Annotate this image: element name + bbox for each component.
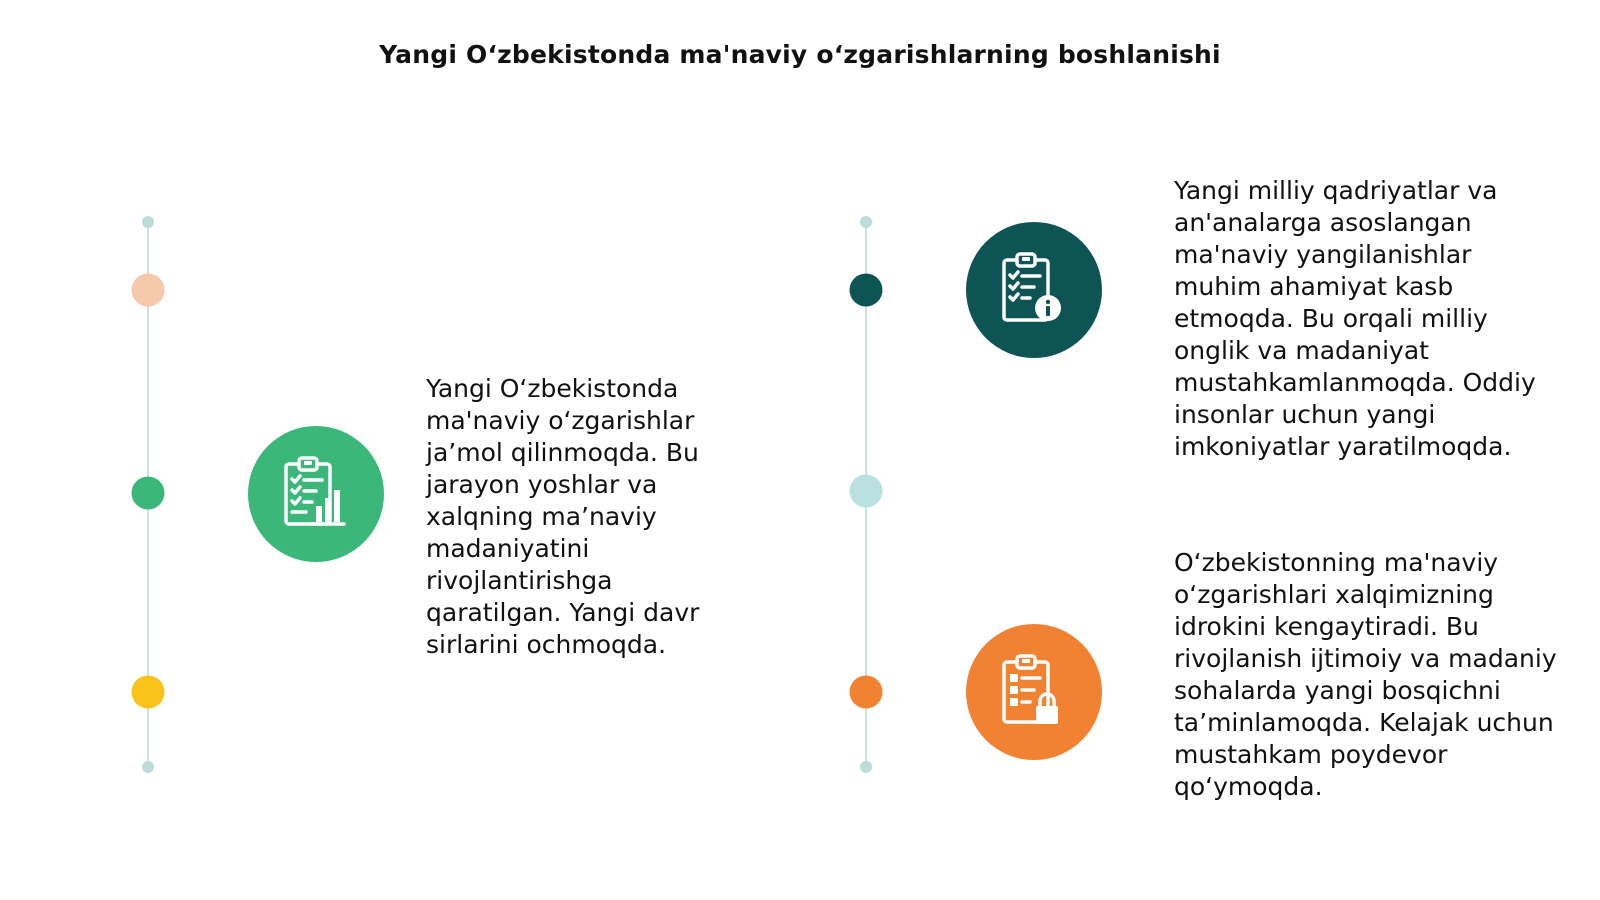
timeline-marker-green xyxy=(132,477,165,510)
timeline-marker-yellow xyxy=(132,676,165,709)
timeline-start-dot xyxy=(142,216,154,228)
timeline-marker-dark-teal xyxy=(850,274,883,307)
item-text-1: Yangi O‘zbekistonda ma'naviy o‘zgarishlar ja’mol qilinmoqda. Bu jarayon yoshlar va xalqning ma’naviy madaniyatini rivojlantirishga qaratilgan. Yangi davr sirlarini ochmoqda. xyxy=(426,374,700,659)
timeline-end-dot xyxy=(860,761,872,773)
timeline-end-dot xyxy=(142,761,154,773)
timeline-start-dot xyxy=(860,216,872,228)
timeline-marker-light-teal xyxy=(850,475,883,508)
clipboard-lock-icon xyxy=(994,652,1074,732)
clipboard-chart-icon xyxy=(276,454,356,534)
clipboard-info-icon xyxy=(994,250,1074,330)
timeline-right xyxy=(846,0,886,900)
page-title: Yangi O‘zbekistonda ma'naviy o‘zgarishlarning boshlanishi xyxy=(379,40,1221,69)
timeline-marker-orange xyxy=(850,676,883,709)
icon-circle-dark-teal xyxy=(966,222,1102,358)
icon-circle-green xyxy=(248,426,384,562)
icon-circle-orange xyxy=(966,624,1102,760)
item-text-2: Yangi milliy qadriyatlar va an'analarga asoslangan ma'naviy yangilanishlar muhim ahamiyat kasb etmoqda. Bu orqali milliy onglik va madaniyat mustahkamlanmoqda. Oddiy insonlar uchun yangi imkoniyatlar yaratilmoqda. xyxy=(1174,176,1536,461)
timeline-marker-peach xyxy=(132,274,165,307)
timeline-left xyxy=(128,0,168,900)
item-text-3: O‘zbekistonning ma'naviy o‘zgarishlari xalqimizning idrokini kengaytiradi. Bu rivojlanish ijtimoiy va madaniy sohalarda yangi bosqichni ta’minlamoqda. Kelajak uchun mustahkam poydevor qo‘ymoqda. xyxy=(1174,548,1557,801)
